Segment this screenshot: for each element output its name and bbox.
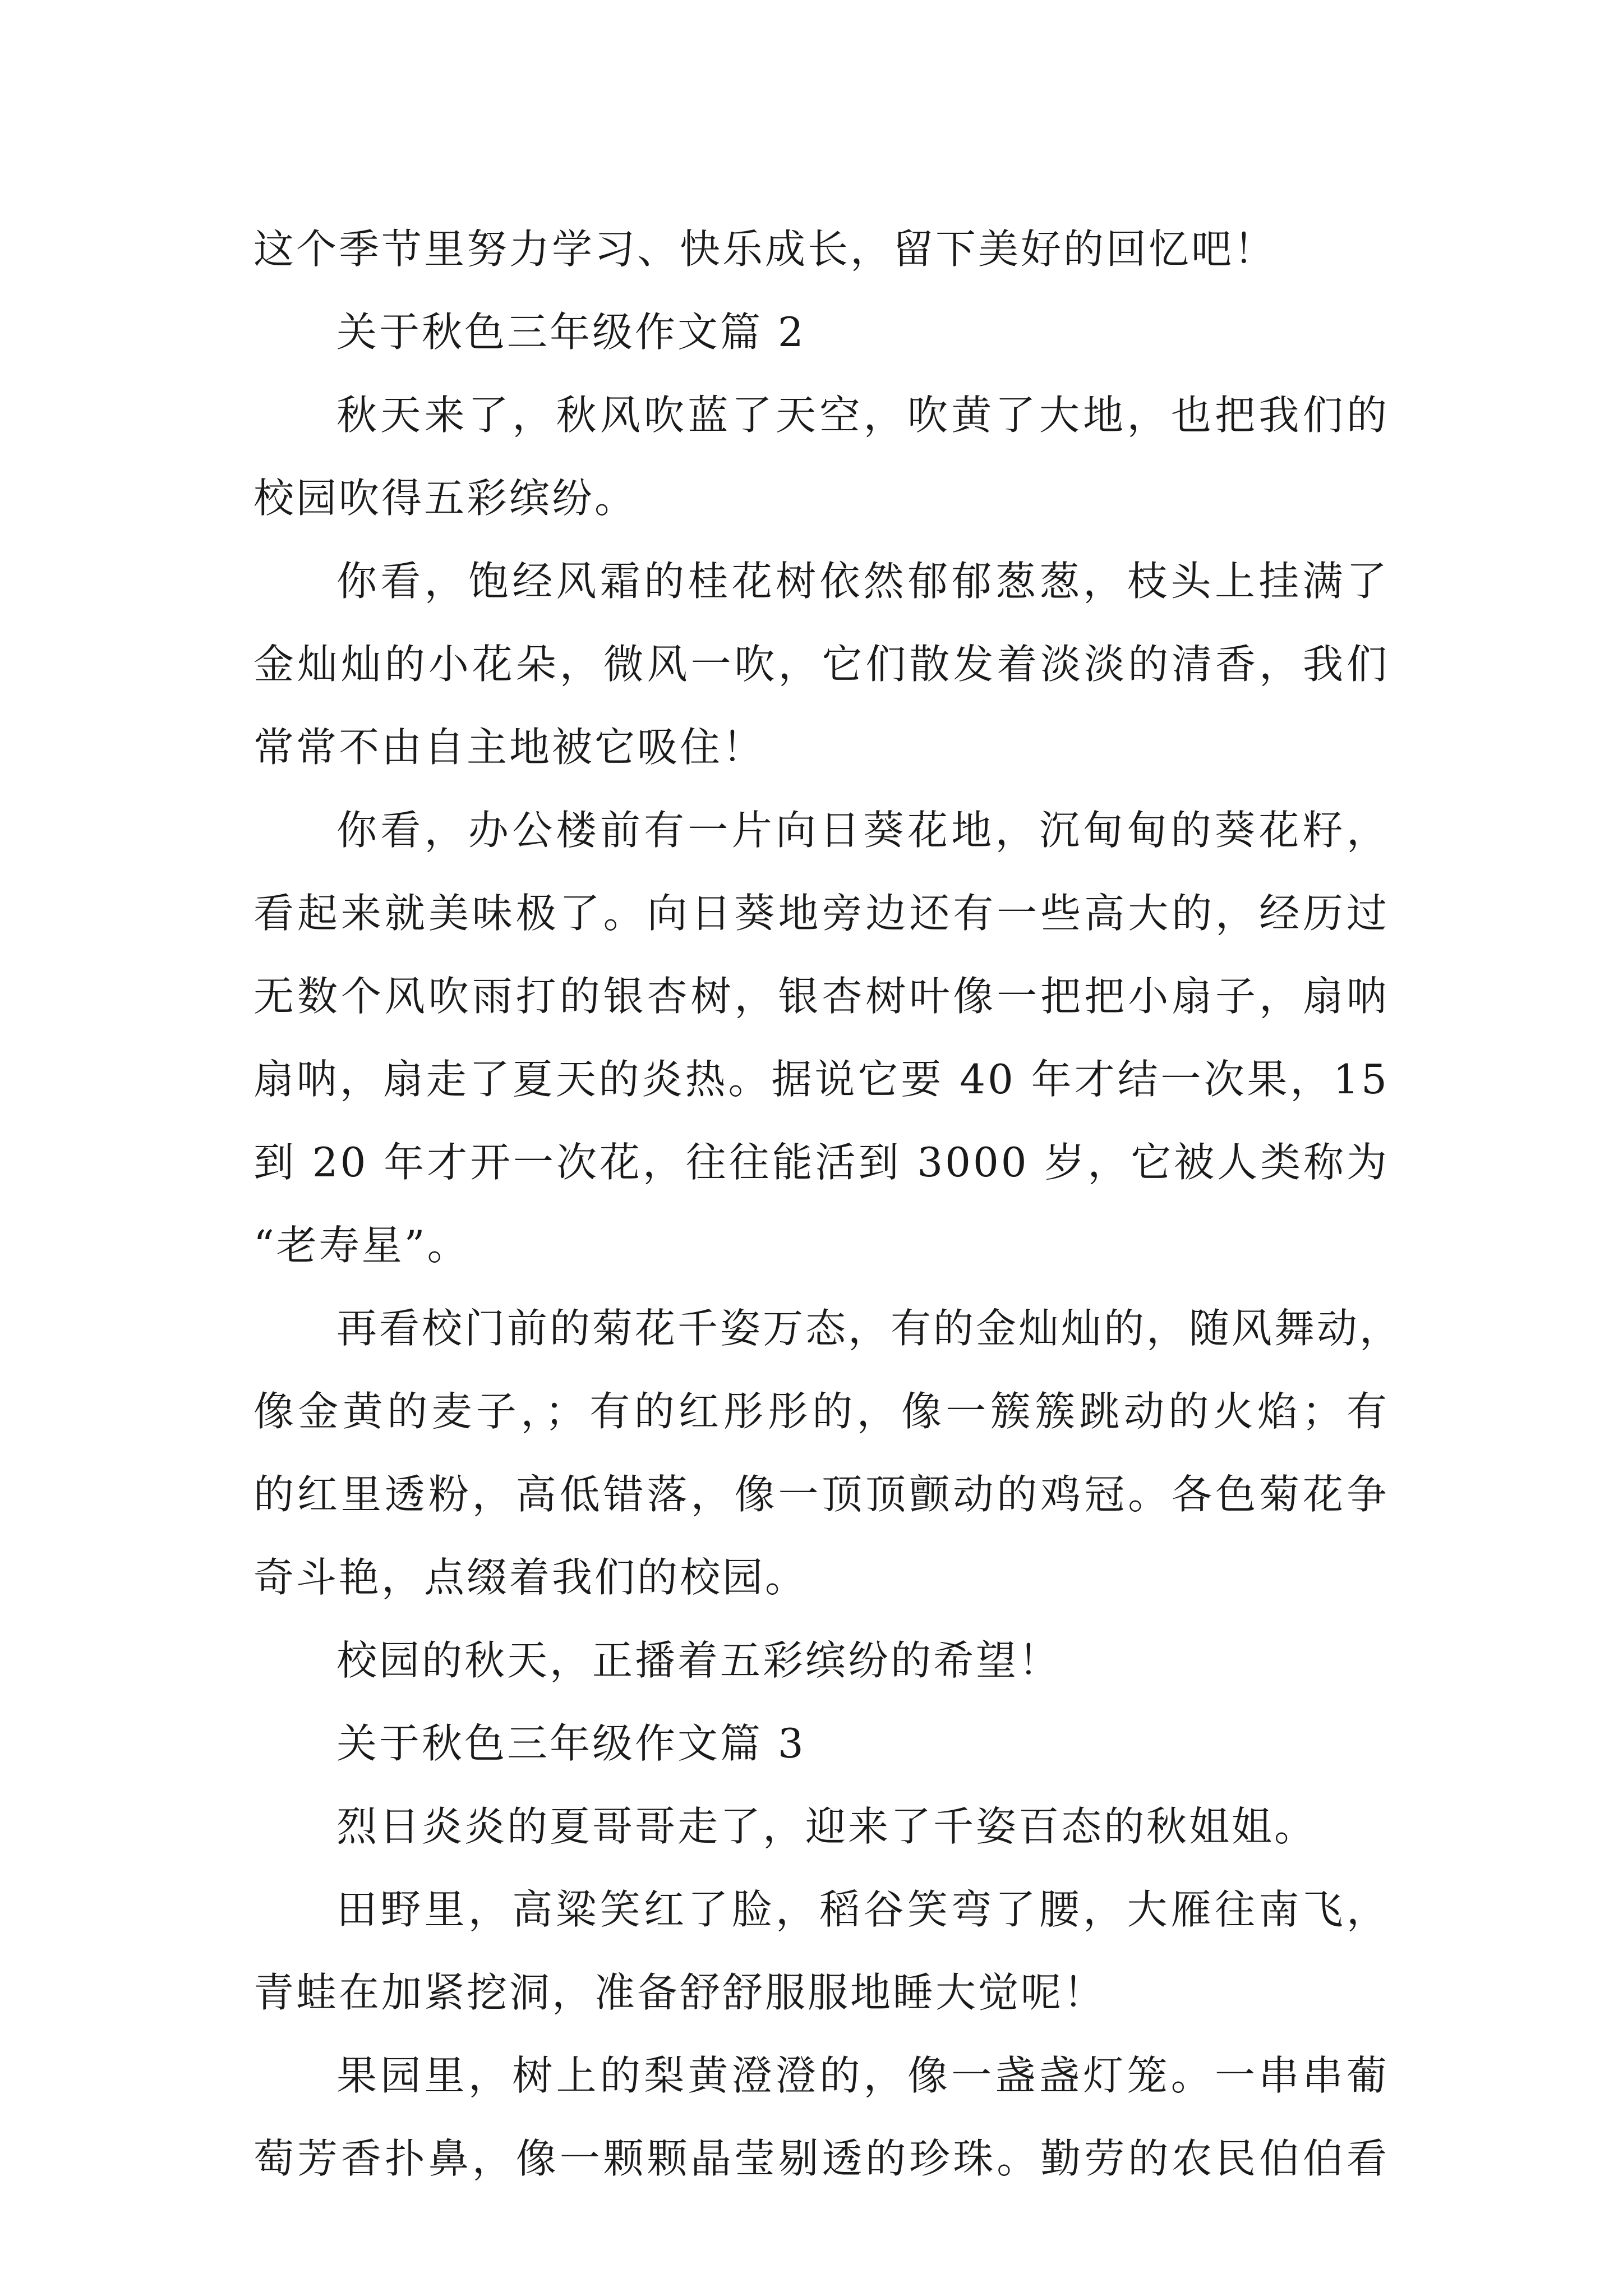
text-line: 看起来就美味极了。向日葵地旁边还有一些高大的，经历过 bbox=[253, 890, 1389, 937]
text-line: 这个季节里努力学习、快乐成长，留下美好的回忆吧！ bbox=[253, 226, 1277, 273]
text-line: 金灿灿的小花朵，微风一吹，它们散发着淡淡的清香，我们 bbox=[253, 641, 1389, 688]
text-line: 校园吹得五彩缤纷。 bbox=[253, 475, 638, 522]
text-line: 秋天来了，秋风吹蓝了天空，吹黄了大地，也把我们的 bbox=[336, 392, 1389, 439]
text-line: 关于秋色三年级作文篇 2 bbox=[336, 309, 806, 356]
text-line: 萄芳香扑鼻，像一颗颗晶莹剔透的珍珠。勤劳的农民伯伯看 bbox=[253, 2135, 1389, 2182]
text-line: 的红里透粉，高低错落，像一顶顶颤动的鸡冠。各色菊花争 bbox=[253, 1471, 1389, 1518]
text-line: 你看，饱经风霜的桂花树依然郁郁葱葱，枝头上挂满了 bbox=[336, 558, 1389, 605]
text-line: 田野里，高粱笑红了脸，稻谷笑弯了腰，大雁往南飞， bbox=[336, 1886, 1389, 1933]
text-line: 青蛙在加紧挖洞，准备舒舒服服地睡大觉呢！ bbox=[253, 1969, 1106, 2016]
text-line: 奇斗艳，点缀着我们的校园。 bbox=[253, 1554, 808, 1601]
text-line: 关于秋色三年级作文篇 3 bbox=[336, 1720, 806, 1767]
text-line: 到 20 年才开一次花，往往能活到 3000 岁，它被人类称为 bbox=[253, 1139, 1389, 1186]
text-line: 常常不由自主地被它吸住！ bbox=[253, 724, 766, 771]
text-line: 校园的秋天，正播着五彩缤纷的希望！ bbox=[336, 1637, 1062, 1684]
text-line: 无数个风吹雨打的银杏树，银杏树叶像一把把小扇子，扇呐 bbox=[253, 973, 1389, 1020]
text-line: 你看，办公楼前有一片向日葵花地，沉甸甸的葵花籽， bbox=[336, 807, 1389, 854]
text-line: 果园里，树上的梨黄澄澄的，像一盏盏灯笼。一串串葡 bbox=[336, 2052, 1389, 2099]
text-line: 像金黄的麦子，；有的红彤彤的，像一簇簇跳动的火焰；有 bbox=[253, 1388, 1389, 1435]
text-line: 再看校门前的菊花千姿万态，有的金灿灿的，随风舞动， bbox=[336, 1305, 1403, 1352]
text-line: 烈日炎炎的夏哥哥走了，迎来了千姿百态的秋姐姐。 bbox=[336, 1803, 1317, 1850]
text-line: 扇呐，扇走了夏天的炎热。据说它要 40 年才结一次果，15 bbox=[253, 1056, 1389, 1103]
document-body bbox=[253, 208, 1403, 2200]
text-line: “老寿星”。 bbox=[253, 1222, 470, 1269]
